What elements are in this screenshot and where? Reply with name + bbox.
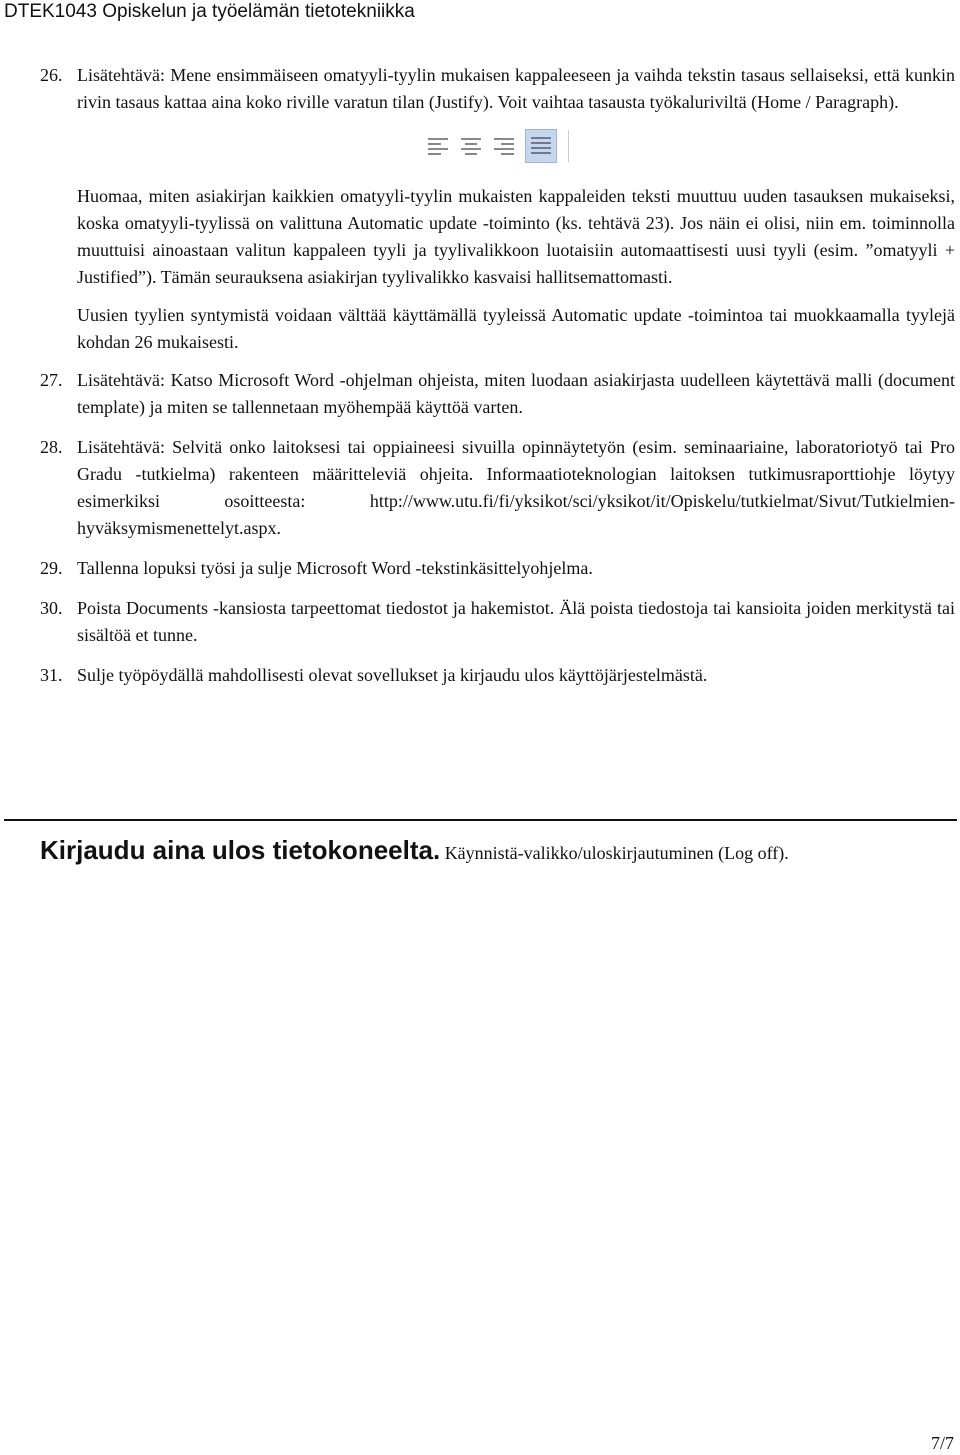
list-item-29: [40, 555, 955, 582]
item-text: Lisätehtävä: Selvitä onko laitoksesi tai oppiaineesi sivuilla opinnäytetyön (esim. seminaariaine, laboratoriotyö tai Pro Gradu -tutkielma) rakenteen määritteleviä ohjeita. Informaatioteknologian laitoksen tutkimusraporttiohje löytyy esimerkiksi osoitteesta: http://www.utu.fi/fi/yksikot/sci/yksikot/it/Opiskelu/tutkielmat/Sivut/Tutkielmien-hyväksymismenettelyt.aspx.: [77, 437, 955, 538]
list-item-28: [40, 434, 955, 542]
item-number: 31.: [40, 665, 63, 685]
item-text: Poista Documents -kansiosta tarpeettomat tiedostot ja hakemistot. Älä poista tiedostoja tai kansioita joiden merkitystä tai sisältöä et tunne.: [77, 598, 955, 645]
list-item-30: [40, 595, 955, 649]
item-text: Sulje työpöydällä mahdollisesti olevat sovellukset ja kirjaudu ulos käyttöjärjestelmästä.: [77, 665, 708, 685]
document-body: [40, 62, 955, 702]
align-left-icon[interactable]: [426, 134, 450, 158]
align-right-icon[interactable]: [492, 134, 516, 158]
item-text: Tallenna lopuksi työsi ja sulje Microsoft Word -tekstinkäsittelyohjelma.: [77, 558, 593, 578]
item-text: Lisätehtävä: Mene ensimmäiseen omatyyli-tyylin mukaisen kappaleeseen ja vaihda tekstin tasaus sellaiseksi, että kunkin rivin tasaus kattaa aina koko riville varatun tilan (Justify). Voit vaihtaa tasausta työkaluriviltä (Home / Paragraph).: [77, 65, 955, 112]
toolbar-separator: [568, 130, 569, 162]
justify-icon[interactable]: [525, 129, 557, 163]
list-item-31: [40, 662, 955, 689]
notes-block: [77, 183, 955, 356]
horizontal-rule: [4, 819, 957, 821]
item-number: 30.: [40, 598, 63, 618]
logout-reminder-bold: Kirjaudu aina ulos tietokoneelta.: [40, 835, 441, 865]
item-number: 28.: [40, 437, 63, 457]
logout-reminder: [40, 832, 789, 871]
page-number: 7/7: [930, 1433, 954, 1453]
item-number: 26.: [40, 65, 63, 85]
item-number: 29.: [40, 558, 63, 578]
note-paragraph: Uusien tyylien syntymistä voidaan välttää käyttämällä tyyleissä Automatic update -toimintoa tai muokkaamalla tyylejä kohdan 26 mukaisesti.: [77, 305, 955, 352]
note-paragraph: Huomaa, miten asiakirjan kaikkien omatyyli-tyylin mukaisten kappaleiden teksti muuttuu uuden tasauksen mukaiseksi, koska omatyyli-tyylissä on valittuna Automatic update -toiminto (ks. tehtävä 23). Jos näin ei olisi, niin em. toiminnolla muuttuisi ainoastaan valitun kappaleen tyyli ja tyylivalikkoon luotaisiin automaattisesti uusi tyyli (esim. ”omatyyli + Justified”). Tämän seurauksena asiakirjan tyylivalikko kasvaisi hallitsemattomasti.: [77, 186, 955, 287]
list-item-27: [40, 367, 955, 421]
document-header: DTEK1043 Opiskelun ja työelämän tietotekniikka: [4, 1, 415, 22]
item-text: Lisätehtävä: Katso Microsoft Word -ohjelman ohjeista, miten luodaan asiakirjasta uudelleen käytettävä malli (document template) ja miten se tallennetaan myöhempää käyttöä varten.: [77, 370, 955, 417]
list-item-26: [40, 62, 955, 116]
logout-reminder-detail: Käynnistä-valikko/uloskirjautuminen (Log off).: [444, 843, 789, 863]
item-number: 27.: [40, 370, 63, 390]
align-center-icon[interactable]: [459, 134, 483, 158]
paragraph-alignment-toolbar: [40, 129, 955, 163]
